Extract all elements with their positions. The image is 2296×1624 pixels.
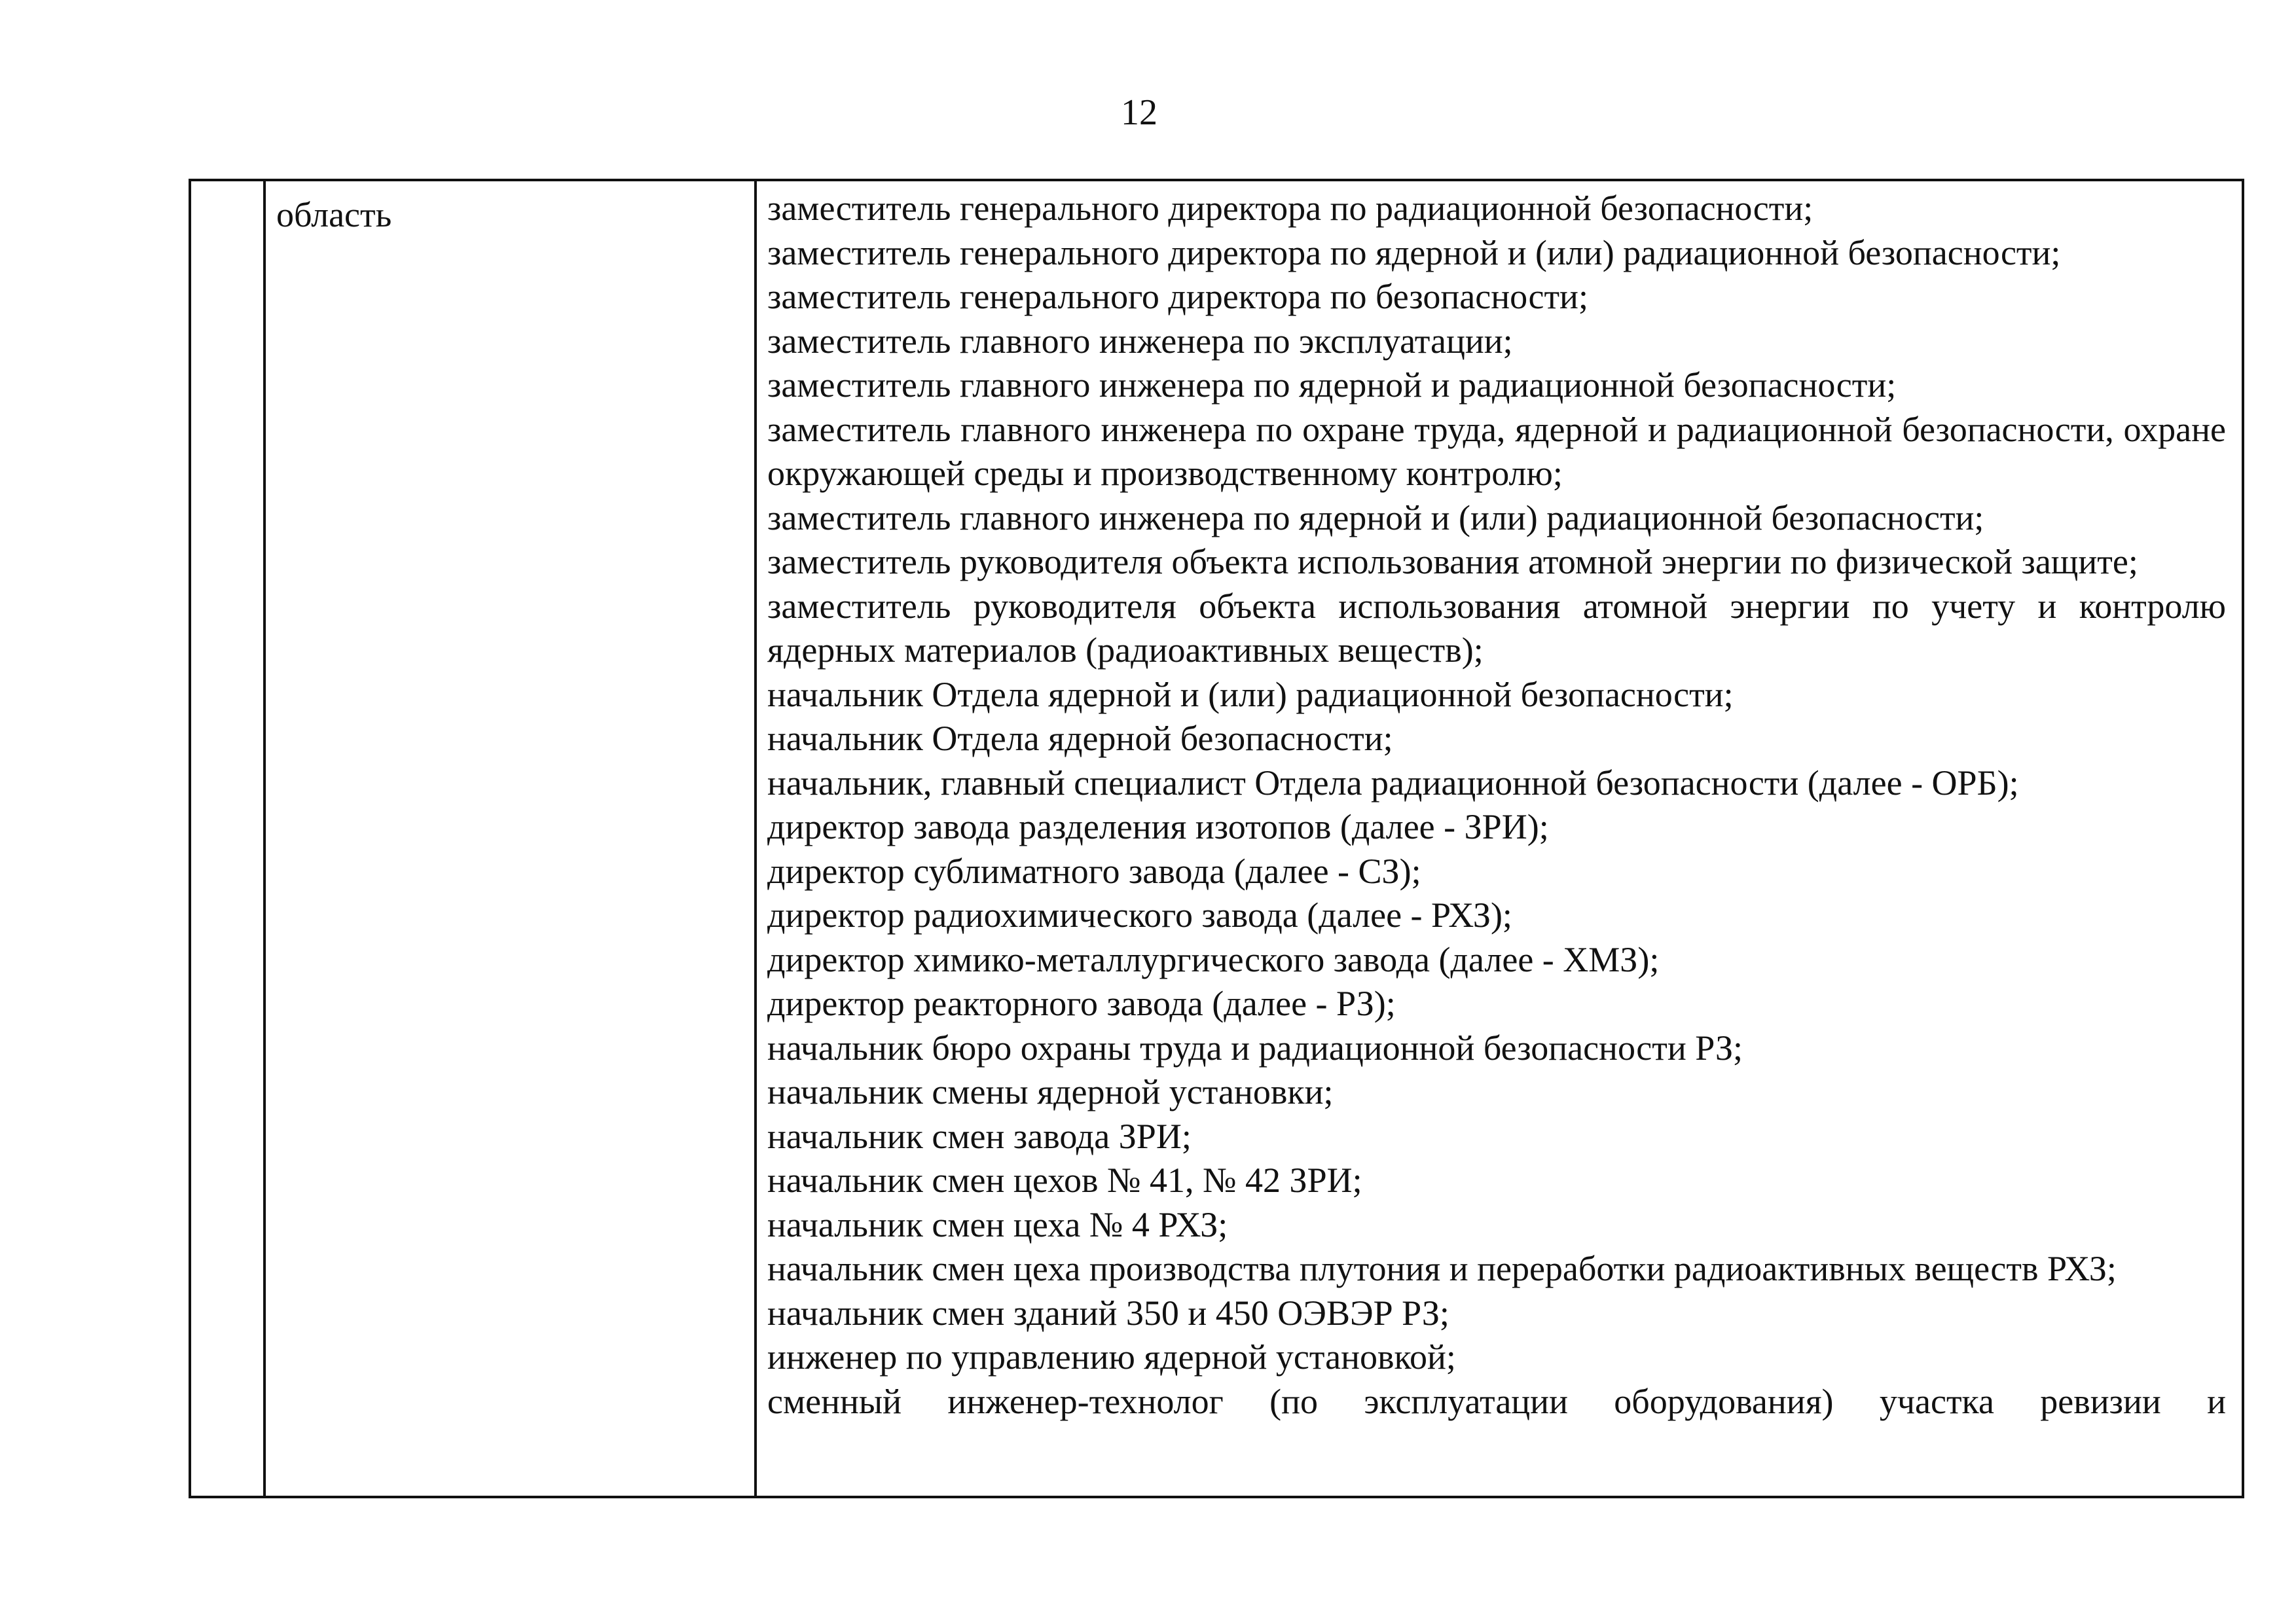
positions-table (189, 179, 2244, 1498)
position-entry: начальник смены ядерной установки; (767, 1072, 1334, 1111)
page-number: 12 (1121, 92, 1157, 133)
position-entry: заместитель главного инженера по ядерной и (или) радиационной безопасности; (767, 497, 1984, 537)
positions-cell (767, 187, 2226, 1424)
position-entry: заместитель главного инженера по ядерной и радиационной безопасности; (767, 365, 1897, 405)
table-column-divider (754, 181, 757, 1496)
position-entry: заместитель главного инженера по эксплуатации; (767, 321, 1513, 361)
position-entry: начальник смен зданий 350 и 450 ОЭВЭР РЗ; (767, 1293, 1449, 1333)
position-entry: начальник Отдела ядерной и (или) радиационной безопасности; (767, 674, 1734, 714)
position-entry: заместитель руководителя объекта использования атомной энергии по учету и контролю ядерных материалов (радиоактивных веществ); (767, 586, 2226, 670)
position-entry: заместитель главного инженера по охране труда, ядерной и радиационной безопасности, охране окружающей среды и производственному контролю; (767, 409, 2226, 493)
position-entry: начальник смен завода ЗРИ; (767, 1116, 1192, 1156)
position-entry: заместитель генерального директора по ядерной и (или) радиационной безопасности; (767, 232, 2061, 272)
position-entry: заместитель генерального директора по безопасности; (767, 277, 1588, 316)
table-column-divider (263, 181, 266, 1496)
position-entry: заместитель руководителя объекта использования атомной энергии по физической защите; (767, 542, 2138, 581)
position-entry: сменный инженер-технолог (по эксплуатации оборудования) участка ревизии и (767, 1381, 2226, 1421)
position-entry: начальник Отдела ядерной безопасности; (767, 719, 1393, 758)
position-entry: начальник, главный специалист Отдела радиационной безопасности (далее - ОРБ); (767, 763, 2019, 803)
position-entry: инженер по управлению ядерной установкой; (767, 1337, 1456, 1377)
position-entry: директор реакторного завода (далее - РЗ); (767, 984, 1396, 1023)
position-entry: начальник бюро охраны труда и радиационной безопасности РЗ; (767, 1028, 1743, 1068)
position-entry: директор химико-металлургического завода (далее - ХМЗ); (767, 939, 1660, 979)
region-cell: область (276, 195, 392, 234)
position-entry: начальник смен цехов № 41, № 42 ЗРИ; (767, 1161, 1362, 1200)
position-entry: директор завода разделения изотопов (далее - ЗРИ); (767, 807, 1549, 846)
position-entry: директор сублиматного завода (далее - СЗ); (767, 851, 1421, 891)
position-entry: начальник смен цеха № 4 РХЗ; (767, 1204, 1228, 1244)
position-entry: директор радиохимического завода (далее - РХЗ); (767, 895, 1512, 935)
position-entry: заместитель генерального директора по радиационной безопасности; (767, 189, 1813, 228)
position-entry: начальник смен цеха производства плутония и переработки радиоактивных веществ РХЗ; (767, 1249, 2117, 1288)
